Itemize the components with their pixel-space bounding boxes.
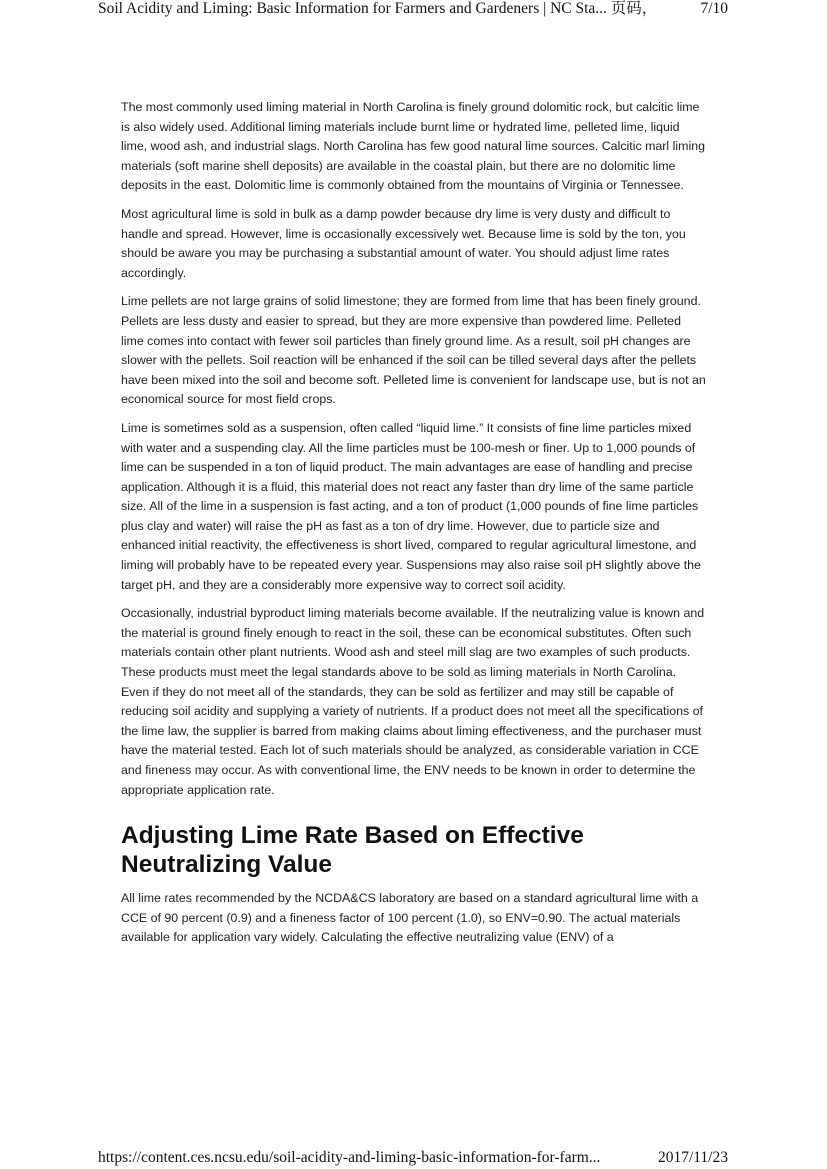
print-footer	[98, 1149, 730, 1167]
print-header-title: Soil Acidity and Liming: Basic Information for Farmers and Gardeners | NC Sta... 页码，	[98, 0, 658, 17]
page-number: 7/10	[700, 0, 728, 17]
section-heading: Adjusting Lime Rate Based on Effective Neutralizing Value	[121, 822, 584, 879]
paragraph-bulk-lime: Most agricultural lime is sold in bulk as a damp powder because dry lime is very dusty and difficult to handle and spread. However, lime is occasionally excessively wet. Because lime is sold by the ton, you should be aware you may be purchasing a substantial amount of water. You should adjust lime rates accordingly.	[121, 206, 686, 280]
paragraph-industrial-byproducts: Occasionally, industrial byproduct liming materials become available. If the neutralizing value is known and the material is ground finely enough to react in the soil, these can be economical substitutes. Often such materials contain other plant nutrients. Wood ash and steel mill slag are two examples of such products. These products must meet the legal standards above to be sold as liming materials in North Carolina. Even if they do not meet all of the standards, they can be sold as fertilizer and may still be capable of reducing soil acidity and supplying a variety of nutrients. If a product does not meet all the specifications of the lime law, the supplier is barred from making claims about liming effectiveness, and the purchaser must have the material tested. Each lot of such materials should be analyzed, as considerable variation in CCE and fineness may occur. As with conventional lime, the ENV needs to be known in order to determine the appropriate application rate.	[121, 606, 705, 797]
source-url: https://content.ces.ncsu.edu/soil-acidity-and-liming-basic-information-for-farm...	[98, 1149, 601, 1166]
paragraph-liming-materials: The most commonly used liming material in North Carolina is finely ground dolomitic rock, but calcitic lime is also widely used. Additional liming materials include burnt lime or hydrated lime, pelleted lime, liquid lime, wood ash, and industrial slags. North Carolina has few good natural lime sources. Calcitic marl liming materials (soft marine shell deposits) are available in the coastal plain, but there are no dolomitic lime deposits in the east. Dolomitic lime is commonly obtained from the mountains of Virginia or Tennessee.	[121, 100, 705, 193]
paragraph-adjusting-lime-rate: All lime rates recommended by the NCDA&CS laboratory are based on a standard agricultural lime with a CCE of 90 percent (0.9) and a fineness factor of 100 percent (1.0), so ENV=0.90. The actual materials available for application vary widely. Calculating the effective neutralizing value (ENV) of a	[121, 891, 699, 945]
article-body	[121, 98, 707, 957]
paragraph-liquid-lime: Lime is sometimes sold as a suspension, often called “liquid lime.” It consists of fine lime particles mixed with water and a suspending clay. All the lime particles must be 100-mesh or finer. Up to 1,000 pounds of lime can be suspended in a ton of liquid product. The main advantages are ease of handling and precise application. Although it is a fluid, this material does not react any faster than dry lime of the same particle size. All of the lime in a suspension is fast acting, and a ton of product (1,000 pounds of fine lime particles plus clay and water) will raise the pH as fast as a ton of dry lime. However, due to particle size and enhanced initial reactivity, the effectiveness is short lived, compared to regular agricultural limestone, and liming will probably have to be repeated every year. Suspensions may also raise soil pH slightly above the target pH, and they are a considerably more expensive way to correct soil acidity.	[121, 420, 701, 592]
print-header	[98, 0, 738, 18]
print-date: 2017/11/23	[657, 1149, 728, 1166]
paragraph-lime-pellets: Lime pellets are not large grains of solid limestone; they are formed from lime that has been finely ground. Pellets are less dusty and easier to spread, but they are more expensive than powdered lime. Pelleted lime comes into contact with fewer soil particles than finely ground lime. As a result, soil pH changes are slower with the pellets. Soil reaction will be enhanced if the soil can be tilled several days after the pellets have been mixed into the soil and become soft. Pelleted lime is convenient for landscape use, but is not an economical source for most field crops.	[121, 294, 706, 407]
